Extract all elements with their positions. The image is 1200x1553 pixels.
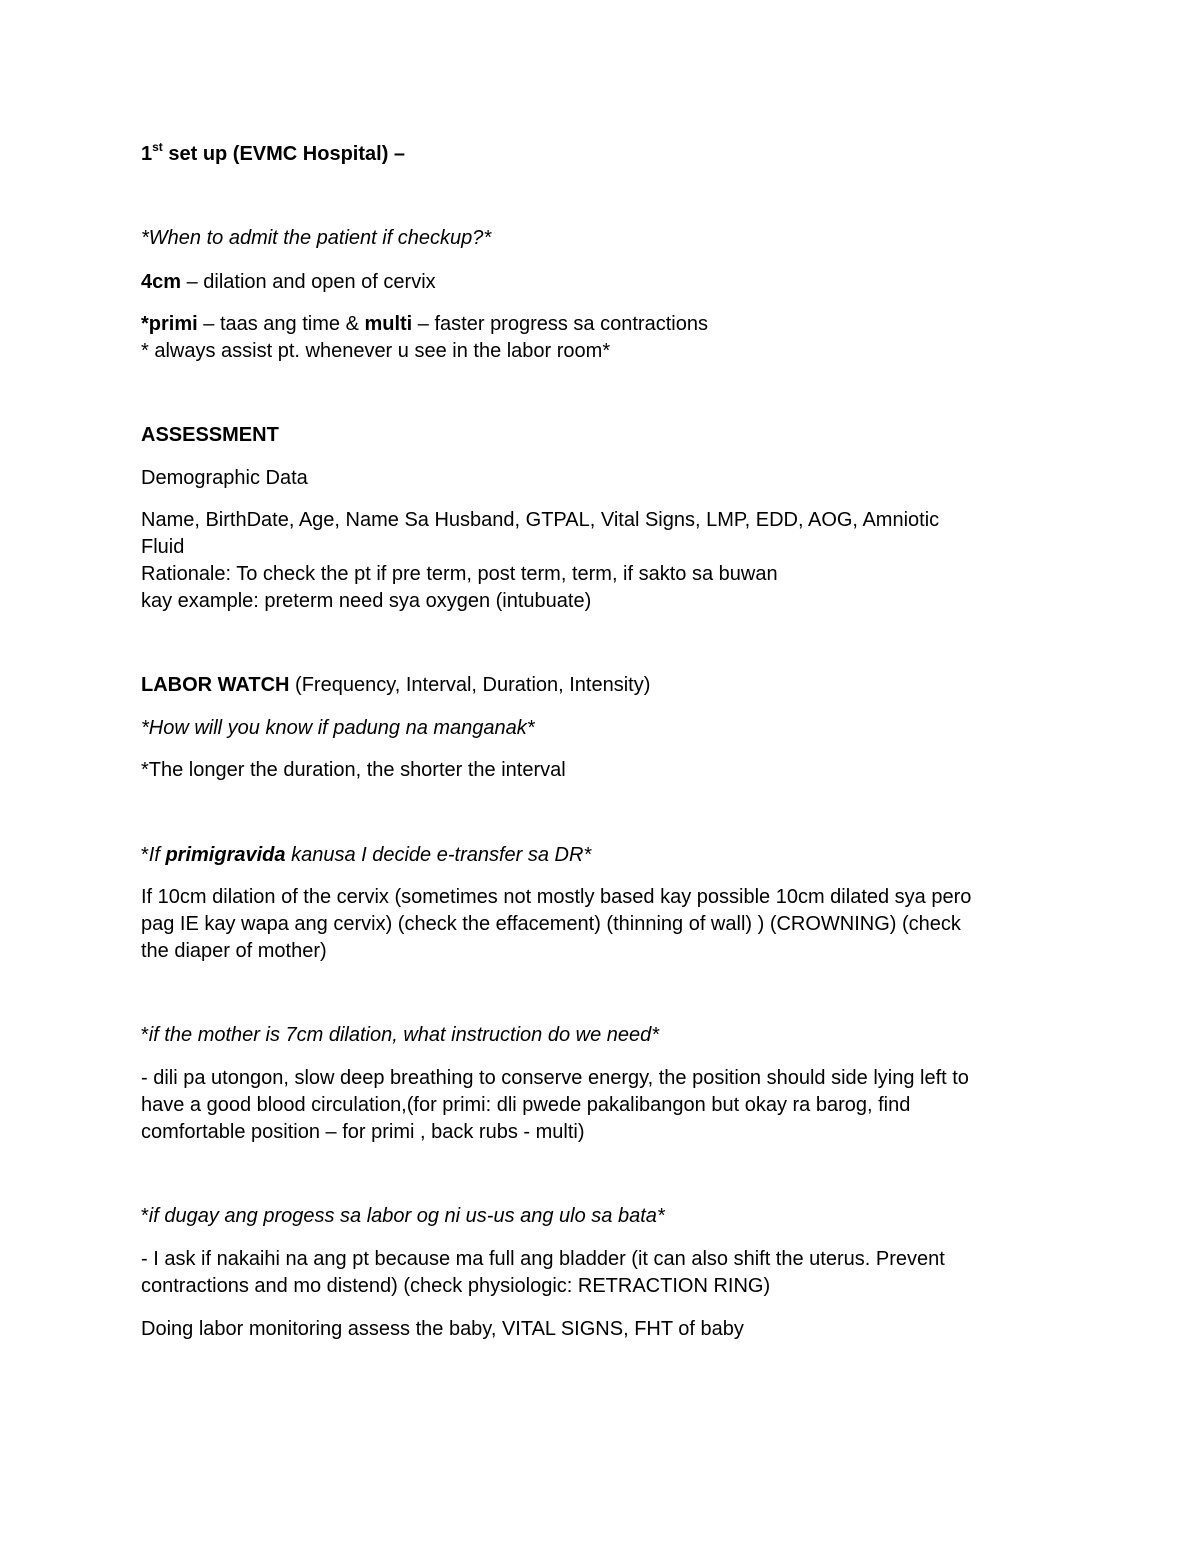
demographic-data-label: Demographic Data [141, 467, 308, 489]
dilation-line: 4cm – dilation and open of cervix [141, 271, 436, 293]
assessment-heading: ASSESSMENT [141, 424, 279, 446]
primigravida-answer-line-1: If 10cm dilation of the cervix (sometimes not mostly based kay possible 10cm dilated sya pero [141, 886, 972, 908]
primigravida-question: *If primigravida kanusa I decide e-transfer sa DR* [141, 844, 592, 866]
labor-watch-answer: *The longer the duration, the shorter the interval [141, 759, 566, 781]
seven-cm-answer-line-1: - dili pa utongon, slow deep breathing to conserve energy, the position should side lying left to [141, 1067, 969, 1089]
progress-answer-line-2: contractions and mo distend) (check physiologic: RETRACTION RING) [141, 1275, 771, 1297]
ordinal-suffix: st [152, 140, 163, 154]
progress-question: *if dugay ang progess sa labor og ni us-us ang ulo sa bata* [141, 1205, 665, 1227]
labor-watch-question: *How will you know if padung na manganak* [141, 717, 535, 739]
progress-answer-line-1: - I ask if nakaihi na ang pt because ma full ang bladder (it can also shift the uterus. Prevent [141, 1248, 945, 1270]
page-title: 1st set up (EVMC Hospital) – [141, 140, 406, 165]
admit-question: *When to admit the patient if checkup?* [141, 227, 492, 249]
primi-multi-line: *primi – taas ang time & multi – faster progress sa contractions [141, 313, 708, 335]
primigravida-answer-line-3: the diaper of mother) [141, 940, 327, 962]
assist-line: * always assist pt. whenever u see in the labor room* [141, 340, 611, 362]
primigravida-answer-line-2: pag IE kay wapa ang cervix) (check the effacement) (thinning of wall) ) (CROWNING) (check [141, 913, 961, 935]
demographic-fields-line-1: Name, BirthDate, Age, Name Sa Husband, GTPAL, Vital Signs, LMP, EDD, AOG, Amniotic [141, 509, 940, 531]
seven-cm-question: *if the mother is 7cm dilation, what instruction do we need* [141, 1024, 660, 1046]
labor-watch-heading: LABOR WATCH (Frequency, Interval, Duration, Intensity) [141, 674, 651, 696]
monitoring-line: Doing labor monitoring assess the baby, VITAL SIGNS, FHT of baby [141, 1318, 744, 1340]
seven-cm-answer-line-2: have a good blood circulation,(for primi: dli pwede pakalibangon but okay ra barog, find [141, 1094, 911, 1116]
example-line: kay example: preterm need sya oxygen (intubuate) [141, 590, 592, 612]
rationale-line: Rationale: To check the pt if pre term, post term, term, if sakto sa buwan [141, 563, 778, 585]
demographic-fields-line-2: Fluid [141, 536, 185, 558]
seven-cm-answer-line-3: comfortable position – for primi , back rubs - multi) [141, 1121, 585, 1143]
